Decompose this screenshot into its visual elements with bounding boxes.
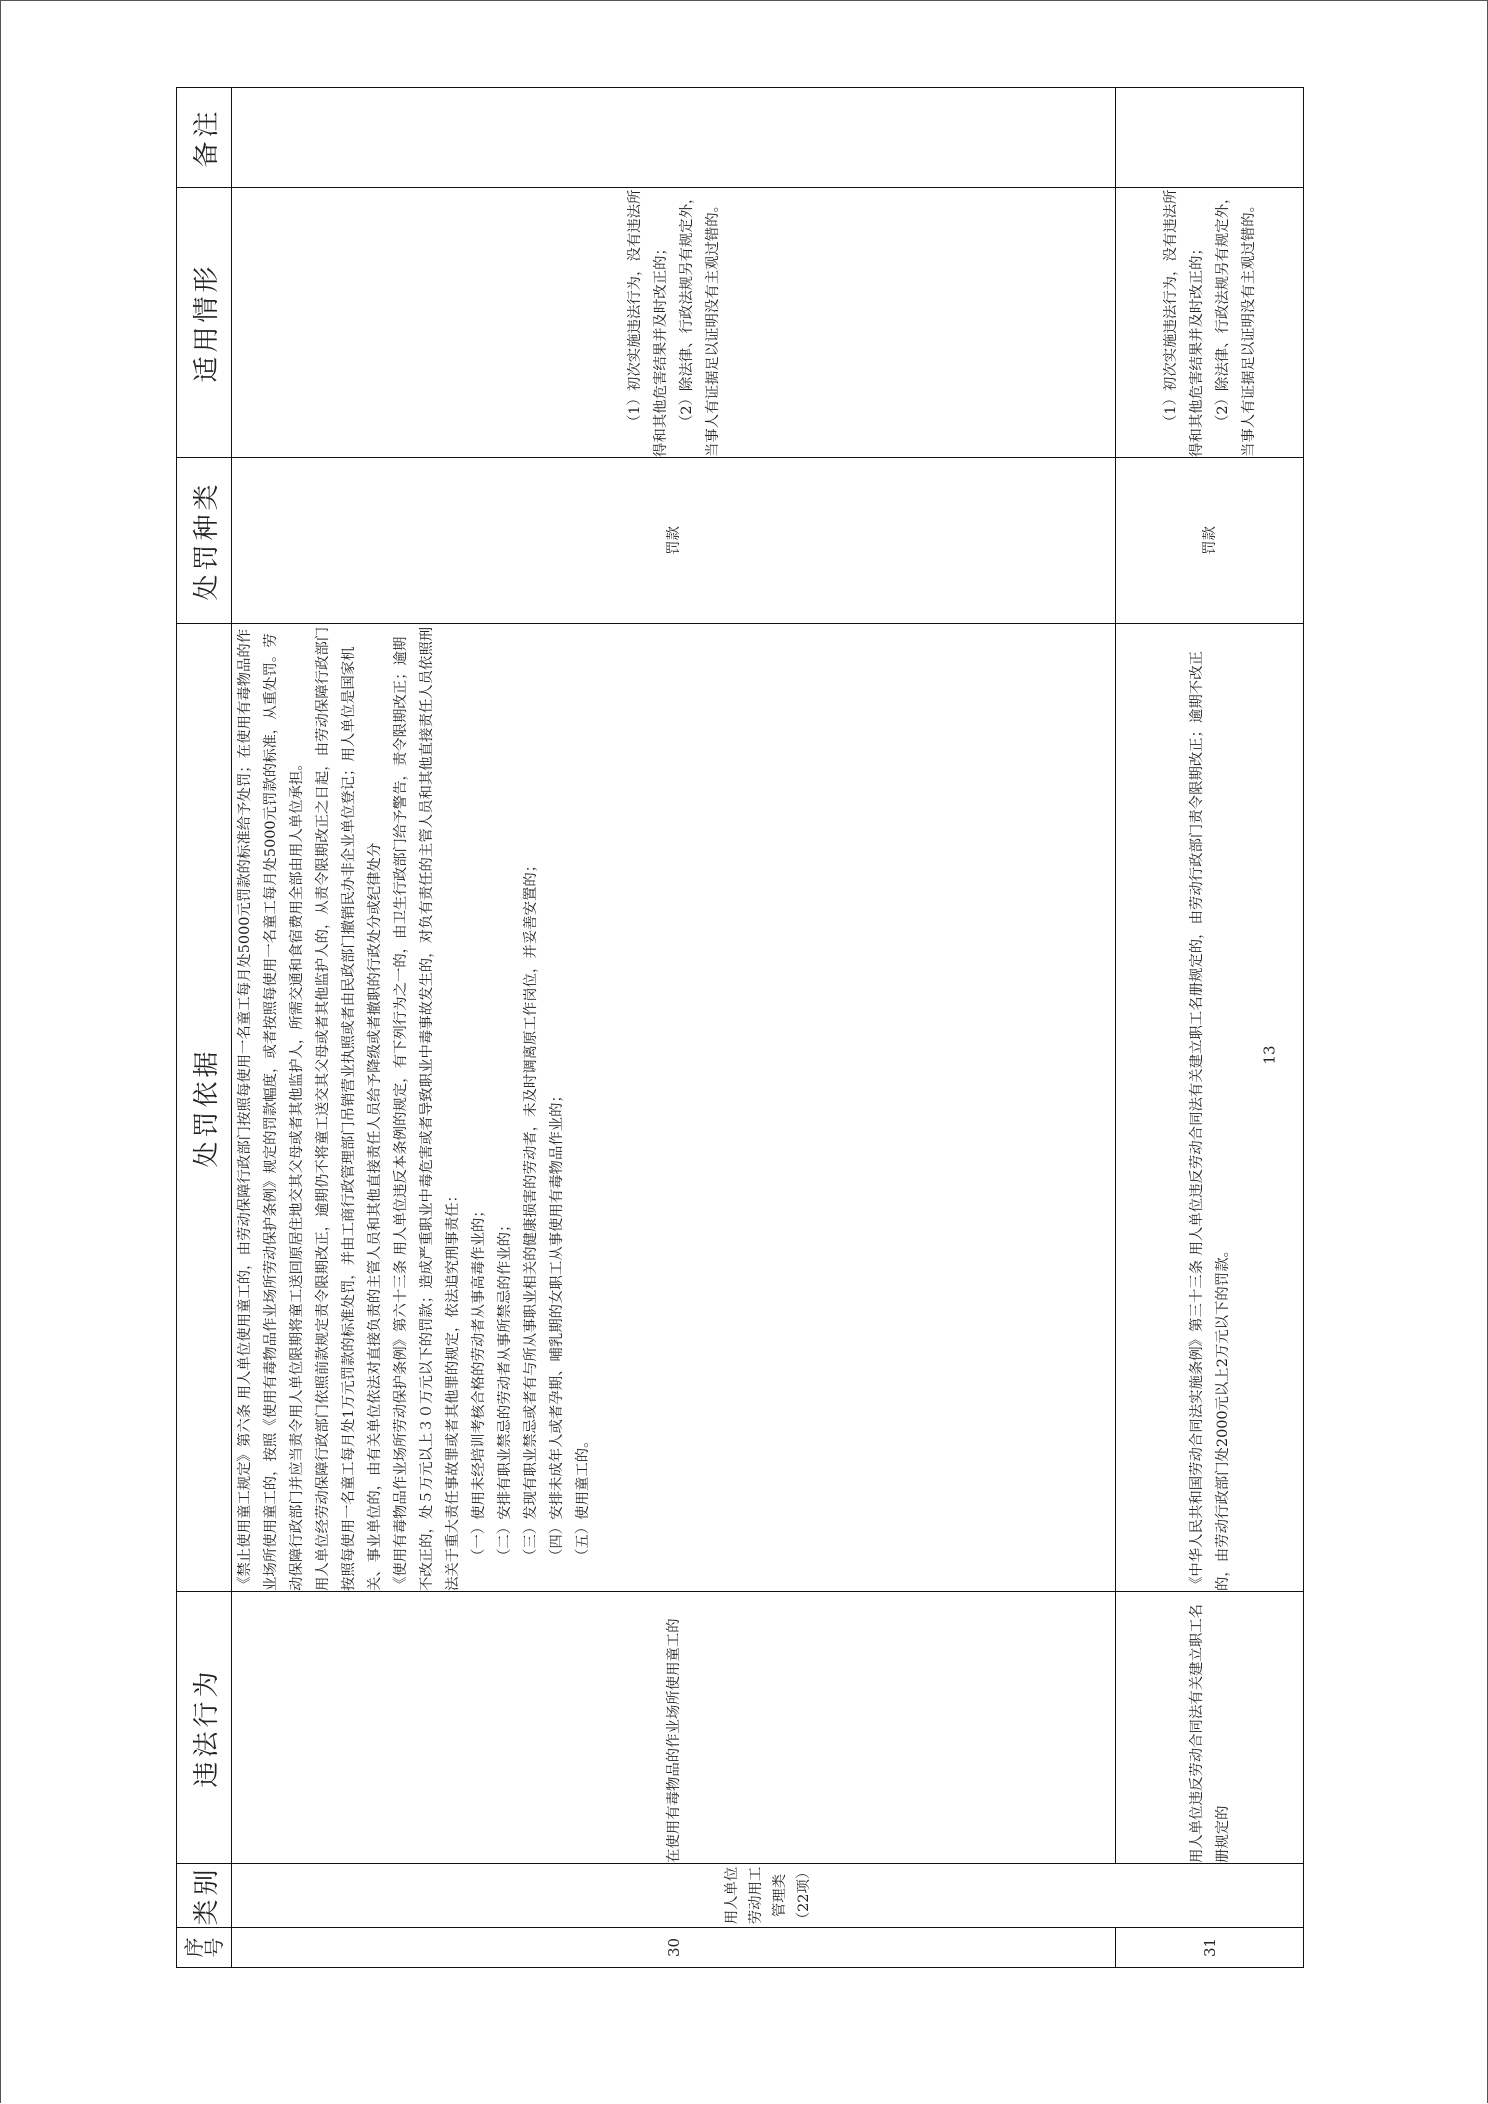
header-seq: 序号 bbox=[177, 1928, 232, 1968]
circumstance-item: （2）除法律、行政法规另有规定外，当事人有证据足以证明没有主观过错的。 bbox=[1214, 189, 1257, 457]
row-penalty-type: 罚款 bbox=[1116, 458, 1304, 624]
row-basis bbox=[232, 624, 1116, 1592]
basis-item: （三）发现有职业禁忌或者有与所从事职业相关的健康损害的劳动者，未及时调离原工作岗位，并妥善安置的； bbox=[523, 857, 539, 1563]
table-row bbox=[1116, 88, 1304, 1968]
basis-item: （五）使用童工的。 bbox=[575, 1433, 591, 1563]
category-group: 用人单位劳动用工管理类（22项） bbox=[232, 1864, 1304, 1928]
header-category: 类别 bbox=[177, 1864, 232, 1928]
header-basis: 处罚依据 bbox=[177, 624, 232, 1592]
penalty-table bbox=[176, 87, 1304, 1968]
row-seq: 30 bbox=[232, 1928, 1116, 1968]
row-basis bbox=[1116, 624, 1304, 1592]
basis-paragraph: 《禁止使用童工规定》第六条 用人单位使用童工的，由劳动保障行政部门按照每使用一名童工每月处5000元罚款的标准给予处罚；在使用有毒物品的作业场所使用童工的，按照《使用有毒物品作业场所劳动保护条例》规定的罚款幅度，或者按照每使用一名童工每月处5000元罚款的标准，从重处罚。劳动保障行政部门并应当责令用人单位限期将童工送回原居住地交其父母或者其他监护人，所需交通和食宿费用全部由用人单位承担。 bbox=[237, 628, 305, 1591]
table-row bbox=[232, 88, 1116, 1968]
row-circumstance bbox=[1116, 188, 1304, 458]
basis-item: （一）使用未经培训考核合格的劳动者从事高毒作业的； bbox=[471, 1203, 487, 1563]
header-row bbox=[177, 88, 232, 1968]
row-seq: 31 bbox=[1116, 1928, 1304, 1968]
header-remark: 备注 bbox=[177, 88, 232, 188]
circumstance-item: （1）初次实施违法行为，没有违法所得和其他危害结果并及时改正的； bbox=[626, 189, 669, 457]
header-violation: 违法行为 bbox=[177, 1592, 232, 1864]
circumstance-item: （1）初次实施违法行为，没有违法所得和其他危害结果并及时改正的； bbox=[1162, 189, 1205, 457]
basis-item: （四）安排未成年人或者孕期、哺乳期的女职工从事使用有毒物品作业的； bbox=[549, 1088, 565, 1563]
row-penalty-type: 罚款 bbox=[232, 458, 1116, 624]
row-violation bbox=[232, 1592, 1116, 1864]
rotated-table-wrapper bbox=[176, 88, 1302, 1968]
basis-paragraph: 用人单位经劳动保障行政部门依照前款规定责令限期改正，逾期仍不将童工送交其父母或者其他监护人的，从责令限期改正之日起，由劳动保障行政部门按照每使用一名童工每月处1万元罚款的标准处罚，并由工商行政管理部门吊销营业执照或者由民政部门撤销民办非企业单位登记；用人单位是国家机关、事业单位的，由有关单位依法对直接负责的主管人员和其他直接责任人员给予降级或者撤职的行政处分或纪律处分 bbox=[315, 626, 383, 1591]
row-violation bbox=[1116, 1592, 1304, 1864]
header-circumstance: 适用情形 bbox=[177, 188, 232, 458]
circumstance-item: （2）除法律、行政法规另有规定外，当事人有证据足以证明没有主观过错的。 bbox=[678, 189, 721, 457]
row-circumstance bbox=[232, 188, 1116, 458]
basis-item: （二）安排有职业禁忌的劳动者从事所禁忌的作业的； bbox=[497, 1217, 513, 1563]
basis-paragraph: 《中华人民共和国劳动合同法实施条例》第三十三条 用人单位违反劳动合同法有关建立职工名册规定的，由劳动行政部门责令限期改正；逾期不改正的，由劳动行政部门处2000元以上2万元以下的罚款。 bbox=[1188, 651, 1231, 1591]
basis-paragraph: 《使用有毒物品作业场所劳动保护条例》第六十三条 用人单位违反本条例的规定，有下列行为之一的，由卫生行政部门给予警告，责令限期改正；逾期不改正的，处５万元以上３０万元以下的罚款；造成严重职业中毒危害或者导致职业中毒事故发生的，对负有责任的主管人员和其他直接责任人员依照刑法关于重大责任事故罪或者其他罪的规定，依法追究刑事责任： bbox=[393, 626, 461, 1591]
header-penalty-type: 处罚种类 bbox=[177, 458, 232, 624]
row-remark bbox=[232, 88, 1116, 188]
page-number: 13 bbox=[1260, 1045, 1279, 1065]
violation-text: 在使用有毒物品的作业场所使用童工的 bbox=[665, 1618, 682, 1863]
row-remark bbox=[1116, 88, 1304, 188]
violation-text: 用人单位违反劳动合同法有关建立职工名册规定的 bbox=[1188, 1603, 1231, 1863]
